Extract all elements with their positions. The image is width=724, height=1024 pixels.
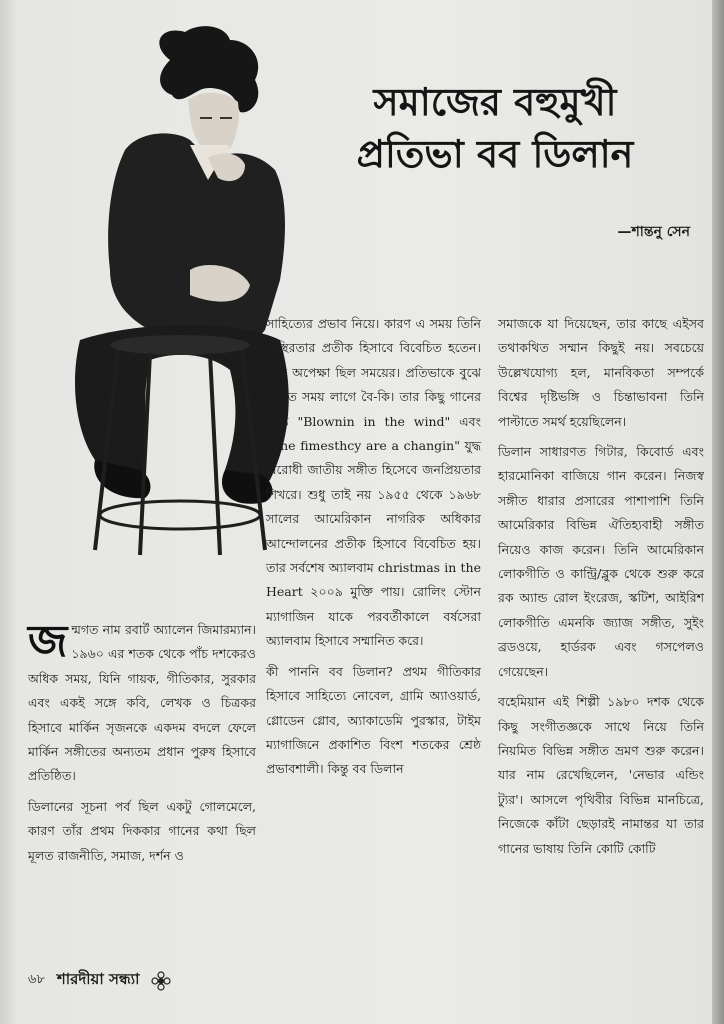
page-number: ৬৮ [28,972,45,987]
page-spine-shadow [712,0,724,1024]
article-title-line-1: সমাজের বহুমুখী [373,80,617,124]
paragraph: কী পাননি বব ডিলান? প্রথম গীতিকার হিসাবে সাহিত্যে নোবেল, গ্রামি অ্যাওয়ার্ড, গ্লোডেন গ্লোব, অ্যাকাডেমি পুরস্কার, টাইম ম্যাগাজিনে প্রকাশিত বিংশ শতকের শ্রেষ্ঠ প্রভাবশালী। কিন্তু বব ডিলান [266,663,481,777]
paragraph: সমাজকে যা দিয়েছেন, তার কাছে এইসব তথাকথিত সম্মান কিছুই নয়। সবচেয়ে উল্লেখযোগ্য হল, মানবিকতা সম্পর্কে বিশ্বের দৃষ্টিভঙ্গি ও চিন্তাভাবনা তিনি পাল্টাতে সমর্থ হয়েছিলেন। [498,316,704,429]
paragraph [28,618,256,789]
flower-logo-icon [151,971,171,991]
text-column-2 [266,312,481,788]
article-title [330,76,660,180]
page-footer [28,968,171,993]
article-author: —শান্তনু সেন [617,224,690,240]
paragraph-text: ন্মগত নাম রবার্ট অ্যালেন জিমারম্যান। ১৯৬০ এর শতক থেকে পাঁচ দশকেরও অধিক সময়, যিনি গায়ক, গীতিকার, সুরকার এবং একই সঙ্গে কবি, লেখক ও চিত্রকর হিসাবে মার্কিন সৃজনকে একদম বদলে ফেলে মার্কিন সঙ্গীতের অন্যতম প্রধান পুরুষ হিসাবে প্রতিষ্ঠিত। [28,622,256,784]
text-column-3 [498,312,704,867]
paragraph: ডিলানের সূচনা পর্ব ছিল একটু গোলমেলে, কারণ তাঁর প্রথম দিককার গানের কথা ছিল মূলত রাজনীতি, সমাজ, দর্শন ও [28,798,256,863]
magazine-name: শারদীয়া সন্ধ্যা [56,970,140,988]
text-column-1 [28,618,256,874]
paragraph: বহেমিয়ান এই শিল্পী ১৯৮০ দশক থেকে কিছু সংগীতজ্ঞকে সাথে নিয়ে তিনি নিয়মিত বিভিন্ন সঙ্গীত ভ্রমণ শুরু করেন। যার নাম রেখেছিলেন, 'নেভার এন্ডিং ট্যুর'। আসলে পৃথিবীর বিভিন্ন মানচিত্রে, নিজেকে কাঁটা ছেড়ারই নামান্তর যা তার গানের ভাষায় তিনি কোটি কোটি [498,694,704,856]
paragraph: ডিলান সাধারণত গিটার, কিবোর্ড এবং হারমোনিকা বাজিয়ে গান করেন। নিজস্ব সঙ্গীত ধারার প্রসারের পাশাপাশি তিনি আমেরিকার বিভিন্ন ঐতিহ্যবাহী সঙ্গীত নিয়েও কাজ করেন। তিনি আমেরিকান লোকগীতি ও কান্ট্রি/ব্লুক থেকে শুরু করে রক অ্যান্ড রোল ইংরেজ, স্কটিশ, আইরিশ লোকগীতি এমনকি জ্যাজ সঙ্গীত, সুইং ব্রডওয়ে, হার্ডরক এবং গসপেলও গেয়েছেন। [498,444,704,679]
drop-cap: জ [28,616,68,667]
paragraph: সাহিত্যের প্রভাব নিয়ে। কারণ এ সময় তিনি অস্থিরতার প্রতীক হিসাবে বিবেচিত হতেন। কিন্তু অপেক্ষা ছিল সময়ের। প্রতিভাকে বুঝে উঠতে সময় লাগে বৈ-কি। তার কিছু গানের মধ্যে "Blownin in the wind" এবং "The fimesthcy are a changin" যুদ্ধ বিরোধী জাতীয় সঙ্গীত হিসেবে জনপ্রিয়তার শিখরে। শুধু তাই নয় ১৯৫৫ থেকে ১৯৬৮ সালের আমেরিকান নাগরিক অধিকার আন্দোলনের প্রতীক হিসাবে বিবেচিত হয়। তার সর্বশেষ অ্যালবাম christmas in the Heart ২০০৯ মুক্তি পায়। রোলিং স্টোন ম্যাগাজিন যাকে পরবর্তীকালে বর্ষসেরা অ্যালবাম হিসাবে সম্মানিত করে। [266,316,481,649]
article-title-line-2: প্রতিভা বব ডিলান [356,132,634,176]
